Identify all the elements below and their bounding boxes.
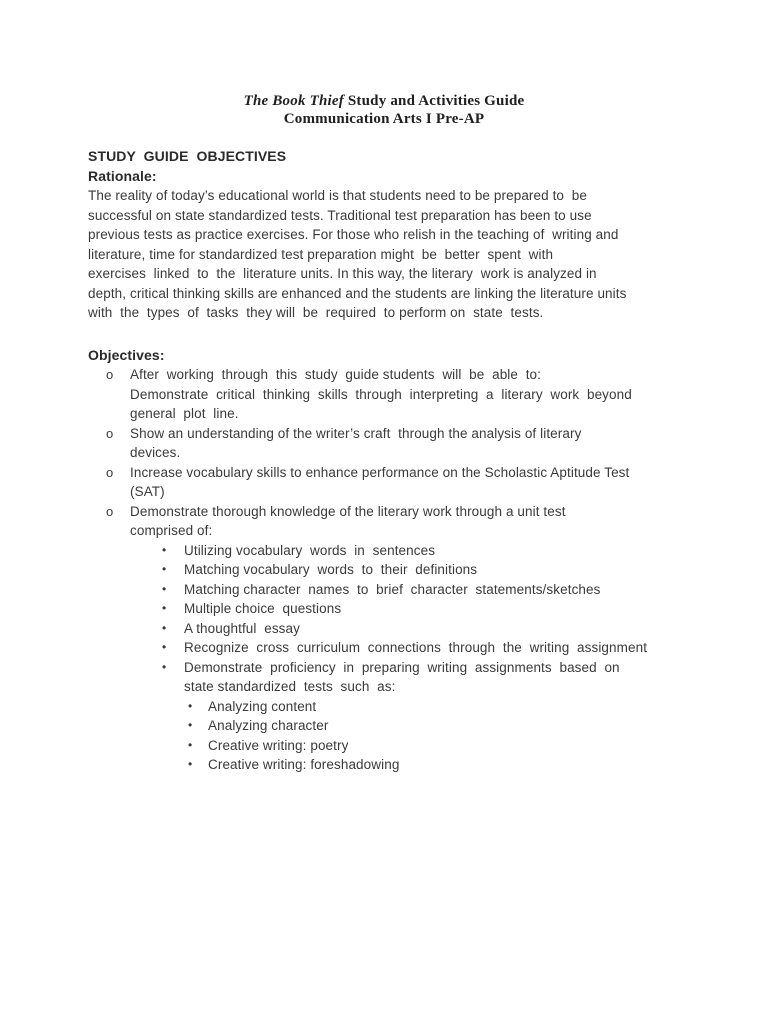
objective-line: devices. xyxy=(130,445,181,460)
objective-line: general plot line. xyxy=(130,406,239,421)
sub-sub-bullet-item xyxy=(188,755,680,775)
dot-bullet-marker: • xyxy=(188,737,193,752)
sub-bullet-line: A thoughtful essay xyxy=(184,620,300,636)
sub-sub-bullet-text xyxy=(208,697,680,717)
circle-bullet-marker: o xyxy=(106,367,114,382)
rationale-line: previous tests as practice exercises. For those who relish in the teaching of writing and xyxy=(88,227,619,242)
dot-bullet-marker: • xyxy=(162,601,167,615)
sub-bullet-text xyxy=(184,541,680,561)
document-title-rest: Study and Activities Guide xyxy=(343,93,525,109)
section-heading: STUDY GUIDE OBJECTIVES xyxy=(88,148,287,164)
sub-bullet-item xyxy=(162,560,680,580)
dot-bullet-marker: • xyxy=(162,581,167,596)
objective-item-text xyxy=(130,424,680,463)
sub-bullet-text xyxy=(184,599,680,619)
sub-sub-bullet-text xyxy=(208,716,680,736)
rationale-line: The reality of today’s educational world is that students need to be prepared to be xyxy=(88,188,587,203)
objective-line: (SAT) xyxy=(130,484,165,499)
sub-bullet-item xyxy=(162,619,680,639)
sub-sub-bullet-item xyxy=(188,716,680,736)
sub-bullet-line: Demonstrate proficiency in preparing writing assignments based on xyxy=(184,659,620,675)
document-title xyxy=(0,92,768,110)
sub-bullet-item xyxy=(162,580,680,600)
sub-bullet-text xyxy=(184,658,680,697)
objective-item xyxy=(106,502,680,541)
objective-line: After working through this study guide students will be able to: xyxy=(130,367,542,382)
rationale-line: depth, critical thinking skills are enhanced and the students are linking the literature units xyxy=(88,285,627,301)
sub-sub-bullet-item xyxy=(188,697,680,717)
sub-sub-bullet-line: Analyzing character xyxy=(208,718,329,733)
sub-bullet-line: Matching vocabulary words to their definitions xyxy=(184,562,478,577)
objective-line: Demonstrate critical thinking skills through interpreting a literary work beyond xyxy=(130,386,632,402)
sub-sub-bullet-line: Creative writing: poetry xyxy=(208,737,349,753)
sub-bullet-text xyxy=(184,619,680,639)
objective-line: comprised of: xyxy=(130,523,213,538)
circle-bullet-marker: o xyxy=(106,425,114,441)
sub-bullet-text xyxy=(184,580,680,600)
sub-sub-bullet-item xyxy=(188,736,680,756)
rationale-paragraph xyxy=(88,186,680,323)
dot-bullet-marker: • xyxy=(162,640,167,654)
sub-bullet-text xyxy=(184,638,680,658)
dot-bullet-marker: • xyxy=(188,757,193,771)
objective-item xyxy=(106,365,680,424)
sub-bullet-line: state standardized tests such as: xyxy=(184,679,396,694)
dot-bullet-marker: • xyxy=(162,620,167,635)
objective-item xyxy=(106,463,680,502)
sub-bullet-text xyxy=(184,560,680,580)
document-title-italic: The Book Thief xyxy=(243,93,344,109)
dot-bullet-marker: • xyxy=(162,562,167,576)
document-content xyxy=(88,147,680,775)
dot-bullet-marker: • xyxy=(162,659,167,674)
rationale-line: exercises linked to the literature units. In this way, the literary work is analyzed in xyxy=(88,266,597,281)
sub-bullet-line: Utilizing vocabulary words in sentences xyxy=(184,542,436,558)
objective-line: Increase vocabulary skills to enhance performance on the Scholastic Aptitude Test xyxy=(130,464,630,480)
rationale-line: successful on state standardized tests. Traditional test preparation has been to use xyxy=(88,207,592,223)
dot-bullet-marker: • xyxy=(162,542,167,557)
title-block xyxy=(0,92,768,128)
document-subtitle: Communication Arts I Pre-AP xyxy=(283,111,485,127)
objective-item-text xyxy=(130,463,680,502)
rationale-label: Rationale: xyxy=(88,167,157,184)
circle-bullet-marker: o xyxy=(106,503,114,519)
rationale-line: literature, time for standardized test preparation might be better spent with xyxy=(88,246,554,262)
sub-bullet-item xyxy=(162,658,680,697)
dot-bullet-marker: • xyxy=(188,718,193,732)
sub-bullet-line: Recognize cross curriculum connections through the writing assignment xyxy=(184,640,648,655)
rationale-line: with the types of tasks they will be required to perform on state tests. xyxy=(88,305,544,320)
dot-bullet-marker: • xyxy=(188,698,193,713)
sub-sub-bullet-text xyxy=(208,736,680,756)
circle-bullet-marker: o xyxy=(106,464,114,480)
sub-bullet-item xyxy=(162,599,680,619)
objectives-label: Objectives: xyxy=(88,346,165,363)
sub-bullet-item xyxy=(162,541,680,561)
sub-bullet-item xyxy=(162,638,680,658)
objective-line: Demonstrate thorough knowledge of the literary work through a unit test xyxy=(130,503,566,519)
objective-item-text xyxy=(130,502,680,541)
sub-bullet-line: Matching character names to brief character statements/sketches xyxy=(184,581,601,597)
sub-sub-bullet-text xyxy=(208,755,680,775)
sub-sub-bullet-line: Analyzing content xyxy=(208,698,317,714)
objective-item-text xyxy=(130,365,680,424)
objective-line: Show an understanding of the writer’s craft through the analysis of literary xyxy=(130,425,582,441)
sub-sub-bullet-line: Creative writing: foreshadowing xyxy=(208,757,400,772)
sub-bullet-line: Multiple choice questions xyxy=(184,601,342,616)
objective-item xyxy=(106,424,680,463)
